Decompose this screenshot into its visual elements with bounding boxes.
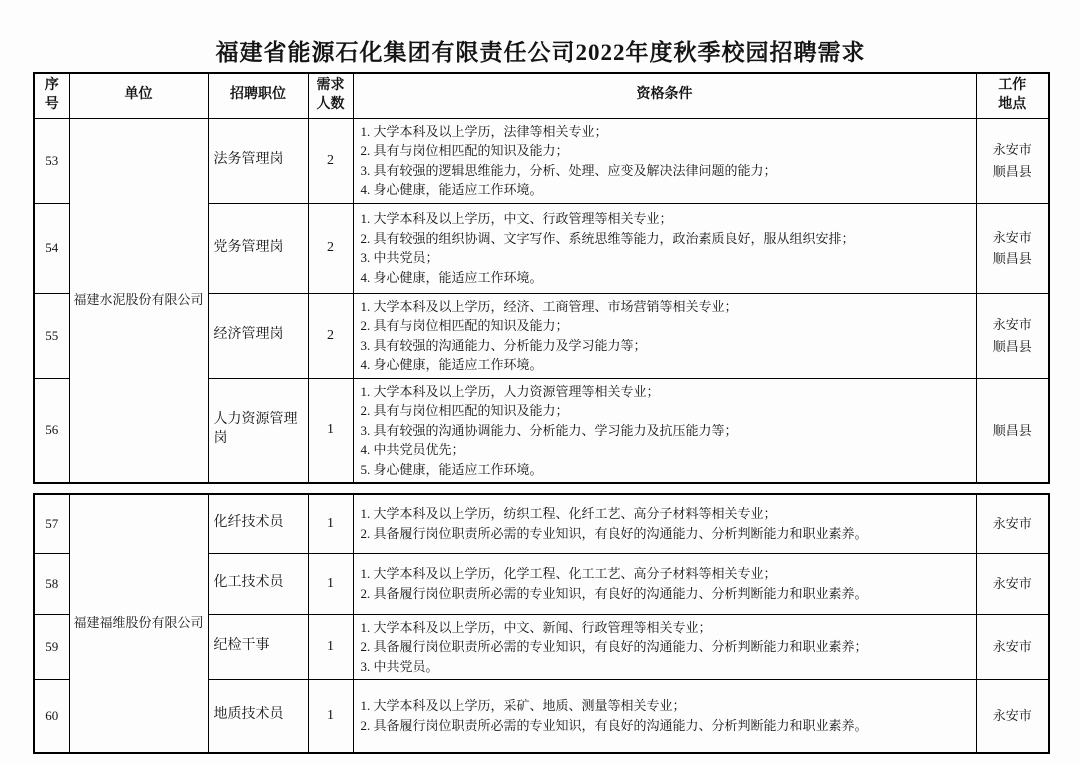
- cell-count: 2: [308, 293, 353, 378]
- cell-location: [976, 118, 1049, 203]
- qualification-line: 1. 大学本科及以上学历，化学工程、化工工艺、高分子材料等相关专业；: [360, 566, 777, 581]
- cell-qualifications: [353, 293, 976, 378]
- cell-count: 1: [308, 494, 353, 553]
- cell-position: 化纤技术员: [208, 494, 308, 553]
- cell-location: [976, 203, 1049, 293]
- cell-no: 60: [34, 680, 69, 753]
- cell-qualifications: [353, 378, 976, 483]
- cell-qualifications: [353, 494, 976, 553]
- header-location: [976, 73, 1049, 118]
- cell-no: 58: [34, 553, 69, 614]
- cell-no: 56: [34, 378, 69, 483]
- qualification-line: 2. 具有与岗位相匹配的知识及能力；: [360, 403, 569, 418]
- cell-position: 党务管理岗: [208, 203, 308, 293]
- qualification-line: 2. 具备履行岗位职责所必需的专业知识，有良好的沟通能力、分析判断能力和职业素养；: [360, 639, 868, 654]
- location-line: 永安市: [992, 575, 1032, 591]
- qualification-line: 2. 具备履行岗位职责所必需的专业知识，有良好的沟通能力、分析判断能力和职业素养。: [360, 525, 868, 541]
- cell-no: 55: [34, 293, 69, 378]
- location-line: 永安市: [992, 229, 1032, 245]
- header-count-line: 人数: [316, 96, 345, 112]
- header-unit: 单位: [69, 73, 208, 118]
- cell-position: 纪检干事: [208, 614, 308, 680]
- header-no-line: 号: [44, 96, 59, 112]
- qualification-line: 1. 大学本科及以上学历，纺织工程、化纤工艺、高分子材料等相关专业；: [360, 506, 777, 522]
- cell-count: 1: [308, 378, 353, 483]
- cell-count: 1: [308, 553, 353, 614]
- cell-qualifications: [353, 118, 976, 203]
- cell-count: 1: [308, 614, 353, 680]
- location-line: 顺昌县: [992, 422, 1032, 438]
- table-row: [34, 118, 1049, 203]
- cell-no: 57: [34, 494, 69, 553]
- location-line: 永安市: [992, 708, 1032, 724]
- header-location-line: 工作: [998, 77, 1027, 93]
- location-line: 顺昌县: [992, 338, 1032, 354]
- header-row: [34, 73, 1049, 118]
- cell-location: [976, 614, 1049, 680]
- cell-position: 化工技术员: [208, 553, 308, 614]
- location-line: 顺昌县: [992, 163, 1032, 179]
- cell-location: [976, 293, 1049, 378]
- qualification-line: 3. 具有较强的逻辑思维能力，分析、处理、应变及解决法律问题的能力；: [360, 162, 777, 178]
- cell-no: 54: [34, 203, 69, 293]
- cell-position: 人力资源管理岗: [208, 378, 308, 483]
- qualification-line: 1. 大学本科及以上学历，经济、工商管理、市场营销等相关专业；: [360, 298, 738, 314]
- header-location-line: 地点: [998, 96, 1027, 112]
- cell-unit: 福建水泥股份有限公司: [69, 118, 208, 483]
- cell-qualifications: [353, 203, 976, 293]
- header-no-line: 序: [44, 77, 59, 93]
- qualification-line: 3. 中共党员；: [360, 250, 439, 265]
- header-no: [34, 73, 69, 118]
- header-count: [308, 73, 353, 118]
- header-count-line: 需求: [316, 77, 345, 93]
- qualification-line: 4. 身心健康，能适应工作环境。: [360, 357, 543, 372]
- cell-position: 地质技术员: [208, 680, 308, 753]
- qualification-line: 5. 身心健康，能适应工作环境。: [360, 461, 543, 477]
- cell-location: [976, 378, 1049, 483]
- qualification-line: 1. 大学本科及以上学历，法律等相关专业；: [360, 123, 608, 139]
- qualification-line: 2. 具有与岗位相匹配的知识及能力；: [360, 143, 569, 158]
- qualification-line: 2. 具备履行岗位职责所必需的专业知识，有良好的沟通能力、分析判断能力和职业素养。: [360, 585, 868, 601]
- cell-qualifications: [353, 680, 976, 753]
- cell-no: 53: [34, 118, 69, 203]
- cell-count: 2: [308, 118, 353, 203]
- cell-location: [976, 680, 1049, 753]
- qualification-line: 2. 具有较强的组织协调、文字写作、系统思维等能力，政治素质良好，服从组织安排；: [360, 230, 855, 246]
- location-line: 永安市: [992, 142, 1032, 158]
- page-title: 福建省能源石化集团有限责任公司2022年度秋季校园招聘需求: [215, 40, 866, 65]
- cell-position: 法务管理岗: [208, 118, 308, 203]
- qualification-line: 2. 具有与岗位相匹配的知识及能力；: [360, 318, 569, 333]
- qualification-line: 1. 大学本科及以上学历，中文、新闻、行政管理等相关专业；: [360, 619, 712, 635]
- cell-count: 1: [308, 680, 353, 753]
- qualification-line: 1. 大学本科及以上学历，中文、行政管理等相关专业；: [360, 211, 673, 226]
- cell-location: [976, 553, 1049, 614]
- location-line: 永安市: [992, 317, 1032, 333]
- header-position: 招聘职位: [208, 73, 308, 118]
- qualification-line: 3. 中共党员。: [360, 658, 439, 674]
- recruitment-table-block-1: [33, 72, 1050, 484]
- qualification-line: 1. 大学本科及以上学历，人力资源管理等相关专业；: [360, 383, 660, 399]
- table-section-gap: [33, 484, 1048, 493]
- location-line: 顺昌县: [992, 251, 1032, 266]
- cell-location: [976, 494, 1049, 553]
- recruitment-table-block-2: [33, 493, 1050, 754]
- qualification-line: 4. 身心健康，能适应工作环境。: [360, 182, 543, 197]
- header-qualifications: 资格条件: [353, 73, 976, 118]
- cell-position: 经济管理岗: [208, 293, 308, 378]
- cell-no: 59: [34, 614, 69, 680]
- qualification-line: 3. 具有较强的沟通协调能力、分析能力、学习能力及抗压能力等；: [360, 422, 738, 438]
- location-line: 永安市: [992, 516, 1032, 532]
- qualification-line: 4. 中共党员优先；: [360, 442, 465, 457]
- cell-unit: 福建福维股份有限公司: [69, 494, 208, 753]
- table-row: [34, 494, 1049, 553]
- qualification-line: 3. 具有较强的沟通能力、分析能力及学习能力等；: [360, 337, 647, 353]
- cell-qualifications: [353, 614, 976, 680]
- location-line: 永安市: [992, 639, 1032, 655]
- qualification-line: 4. 身心健康，能适应工作环境。: [360, 269, 543, 285]
- cell-qualifications: [353, 553, 976, 614]
- qualification-line: 2. 具备履行岗位职责所必需的专业知识，有良好的沟通能力、分析判断能力和职业素养。: [360, 717, 868, 733]
- cell-count: 2: [308, 203, 353, 293]
- qualification-line: 1. 大学本科及以上学历，采矿、地质、测量等相关专业；: [360, 698, 686, 714]
